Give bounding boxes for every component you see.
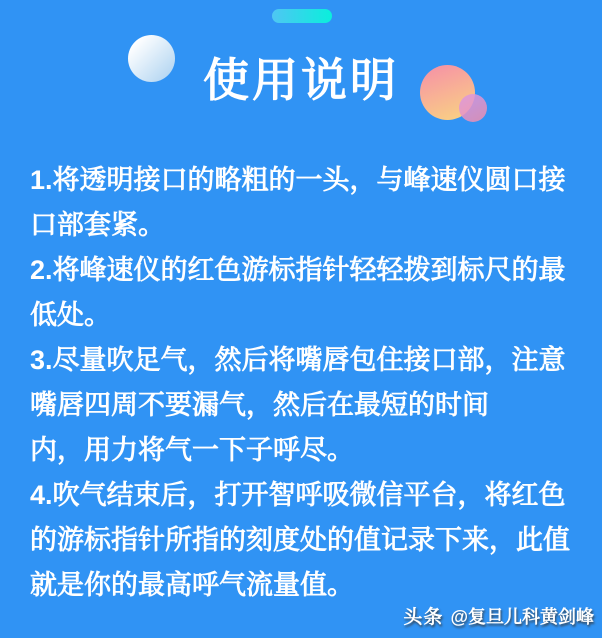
instruction-line: 3.尽量吹足气，然后将嘴唇包住接口部，注意: [30, 345, 566, 375]
watermark-platform: 头条: [403, 607, 444, 628]
instruction-line: 低处。: [30, 300, 111, 330]
watermark: [403, 602, 594, 629]
page-title: 使用说明: [203, 54, 399, 106]
instruction-line: 口部套紧。: [30, 210, 165, 240]
instruction-line: 的游标指针所指的刻度处的值记录下来，此值: [30, 525, 570, 555]
instruction-item: [30, 158, 578, 248]
instruction-line: 1.将透明接口的略粗的一头，与峰速仪圆口接: [30, 165, 566, 195]
instructions-list: [30, 158, 578, 608]
instruction-line: 就是你的最高呼气流量值。: [30, 570, 354, 600]
teal-pill-decoration: [272, 9, 332, 23]
instruction-line: 内，用力将气一下子呼尽。: [30, 435, 354, 465]
instruction-item: [30, 248, 578, 338]
instruction-line: 嘴唇四周不要漏气，然后在最短的时间: [30, 390, 489, 420]
watermark-handle: @复旦儿科黄剑峰: [450, 607, 594, 627]
instruction-line: 2.将峰速仪的红色游标指针轻轻拨到标尺的最: [30, 255, 566, 285]
instruction-item: [30, 473, 578, 608]
instruction-line: 4.吹气结束后，打开智呼吸微信平台，将红色: [30, 480, 566, 510]
instruction-item: [30, 338, 578, 473]
